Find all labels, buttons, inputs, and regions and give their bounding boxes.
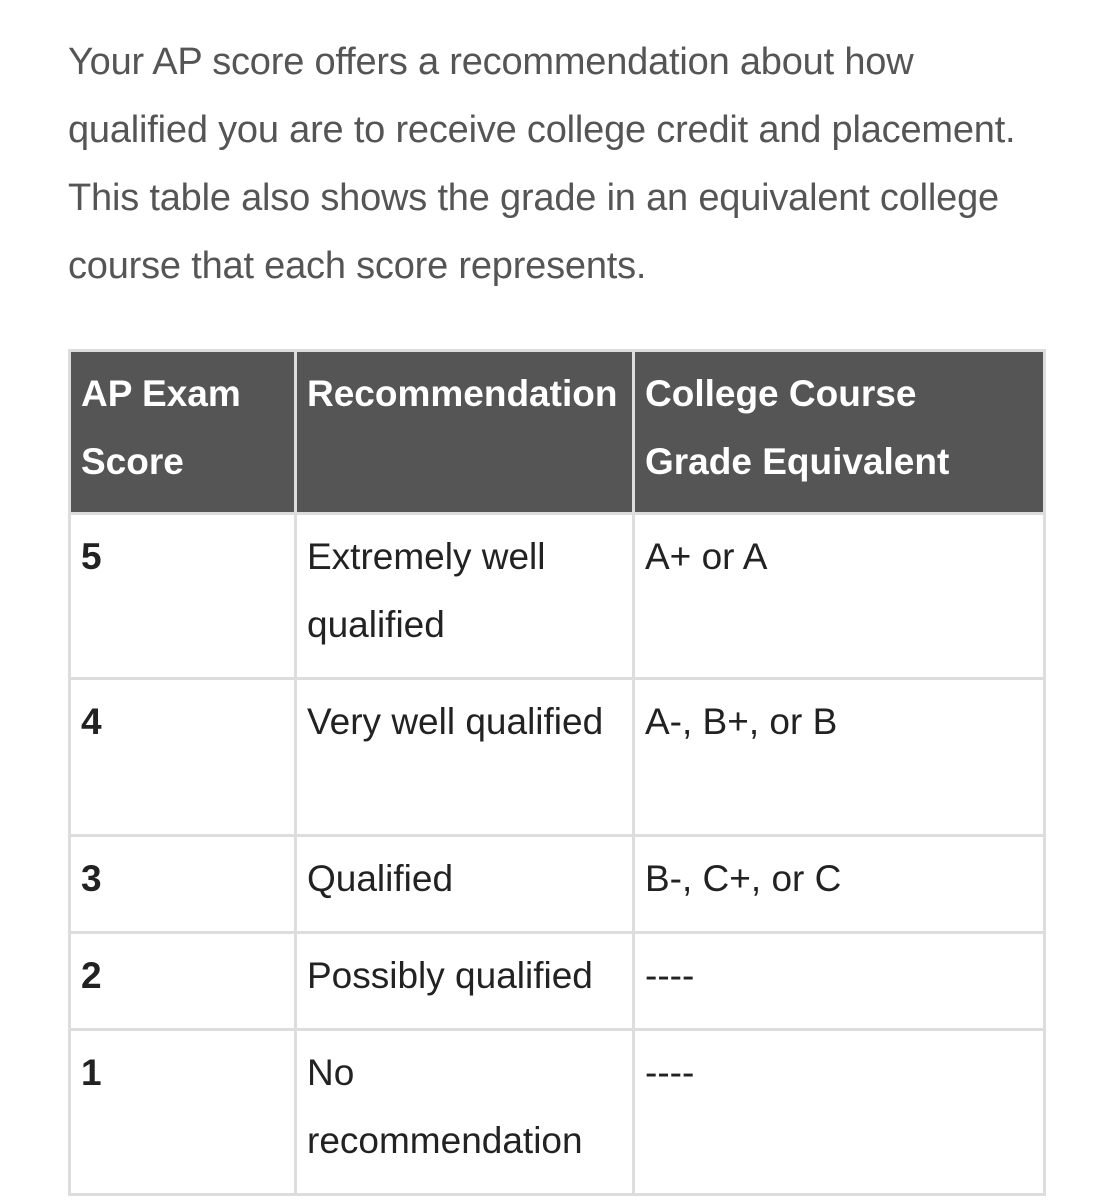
table-row [70, 514, 1045, 679]
score-cell: 5 [70, 514, 296, 679]
intro-paragraph: Your AP score offers a recommendation about how qualified you are to receive college credit and placement. This table also shows the grade in an equivalent college course that each score represents. [68, 41, 1016, 287]
recommendation-cell: Possibly qualified [296, 933, 634, 1030]
header-college-grade-equivalent: College Course Grade Equivalent [634, 351, 1045, 514]
recommendation-cell: Extremely well qualified [296, 514, 634, 679]
grade-cell: B-, C+, or C [634, 836, 1045, 933]
grade-cell: ---- [634, 1030, 1045, 1195]
score-cell: 1 [70, 1030, 296, 1195]
score-cell: 4 [70, 679, 296, 836]
recommendation-cell: Qualified [296, 836, 634, 933]
table-row [70, 933, 1045, 1030]
grade-cell: A-, B+, or B [634, 679, 1045, 836]
table-header-row [70, 351, 1045, 514]
recommendation-cell: No recommendation [296, 1030, 634, 1195]
ap-score-table [68, 349, 1046, 1196]
grade-cell: A+ or A [634, 514, 1045, 679]
table-row [70, 679, 1045, 836]
header-recommendation: Recommendation [296, 351, 634, 514]
table-row [70, 1030, 1045, 1195]
table-row [70, 836, 1045, 933]
recommendation-cell: Very well qualified [296, 679, 634, 836]
score-cell: 2 [70, 933, 296, 1030]
score-cell: 3 [70, 836, 296, 933]
header-ap-exam-score: AP Exam Score [70, 351, 296, 514]
grade-cell: ---- [634, 933, 1045, 1030]
